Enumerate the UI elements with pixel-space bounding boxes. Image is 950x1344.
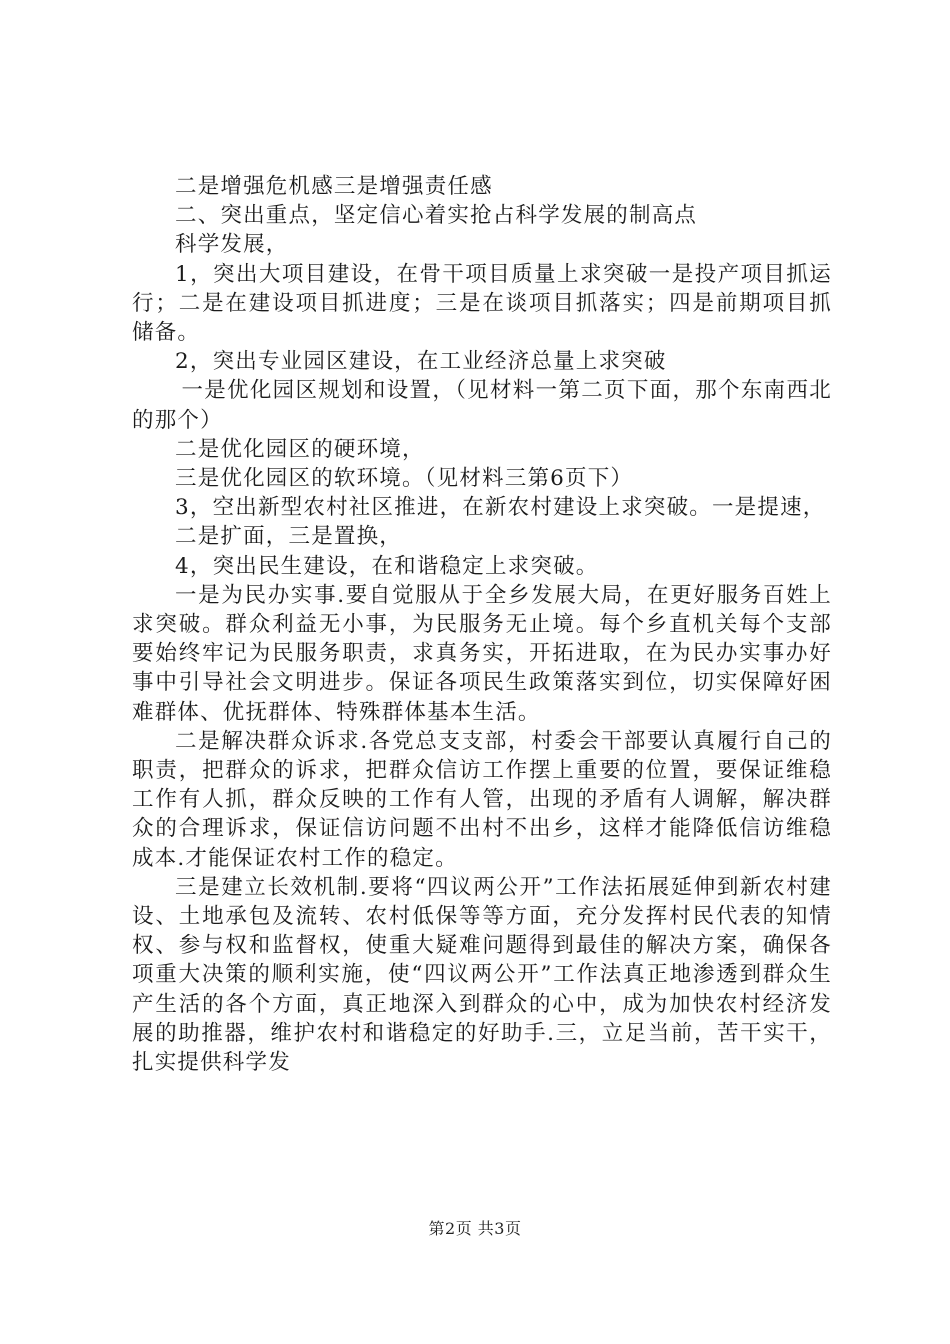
section-heading: 二、突出重点，坚定信心着实抢占科学发展的制高点 (175, 203, 698, 229)
paragraph: 三是优化园区的软环境。（见材料三第6页下） (175, 466, 634, 492)
document-body (132, 172, 832, 1077)
paragraph: 二是增强危机感三是增强责任感 (175, 174, 493, 199)
paragraph: 二是优化园区的硬环境， (175, 436, 425, 462)
page-footer: 第2页 共3页 (428, 1219, 522, 1238)
paragraph: 一是为民办实事.要自觉服从于全乡发展大局，在更好服务百姓上求突破。群众利益无小事，为民服务无止境。每个乡直机关每个支部要始终牢记为民服务职责，求真务实，开拓进取，在为民办实事办好事中引导社会文明进步。保证各项民生政策落实到位，切实保障好困难群体、优抚群体、特殊群体基本生活。 (132, 582, 832, 725)
paragraph: 4，突出民生建设，在和谐稳定上求突破。 (175, 553, 599, 579)
paragraph: 2，突出专业园区建设，在工业经济总量上求突破 (175, 349, 667, 375)
paragraph: 二是扩面，三是置换， (175, 524, 403, 550)
paragraph: 一是优化园区规划和设置，（见材料一第二页下面，那个东南西北的那个） (132, 378, 832, 433)
paragraph: 科学发展， (175, 232, 289, 258)
paragraph: 1，突出大项目建设，在骨干项目质量上求突破一是投产项目抓运行；二是在建设项目抓进度；三是在谈项目抓落实；四是前期项目抓储备。 (132, 261, 832, 346)
paragraph: 三是建立长效机制.要将“四议两公开”工作法拓展延伸到新农村建设、土地承包及流转、农村低保等等方面，充分发挥村民代表的知情权、参与权和监督权，使重大疑难问题得到最佳的解决方案，确保各项重大决策的顺利实施，使“四议两公开”工作法真正地渗透到群众生产生活的各个方面，真正地深入到群众的心中，成为加快农村经济发展的助推器，维护农村和谐稳定的好助手.三，立足当前，苦干实干，扎实提供科学发 (132, 874, 832, 1076)
paragraph: 二是解决群众诉求.各党总支支部，村委会干部要认真履行自己的职责，把群众的诉求，把群众信访工作摆上重要的位置，要保证维稳工作有人抓，群众反映的工作有人管，出现的矛盾有人调解，解决群众的合理诉求，保证信访问题不出村不出乡，这样才能降低信访维稳成本.才能保证农村工作的稳定。 (132, 728, 832, 871)
paragraph: 3，空出新型农村社区推进，在新农村建设上求突破。一是提速， (175, 495, 826, 521)
